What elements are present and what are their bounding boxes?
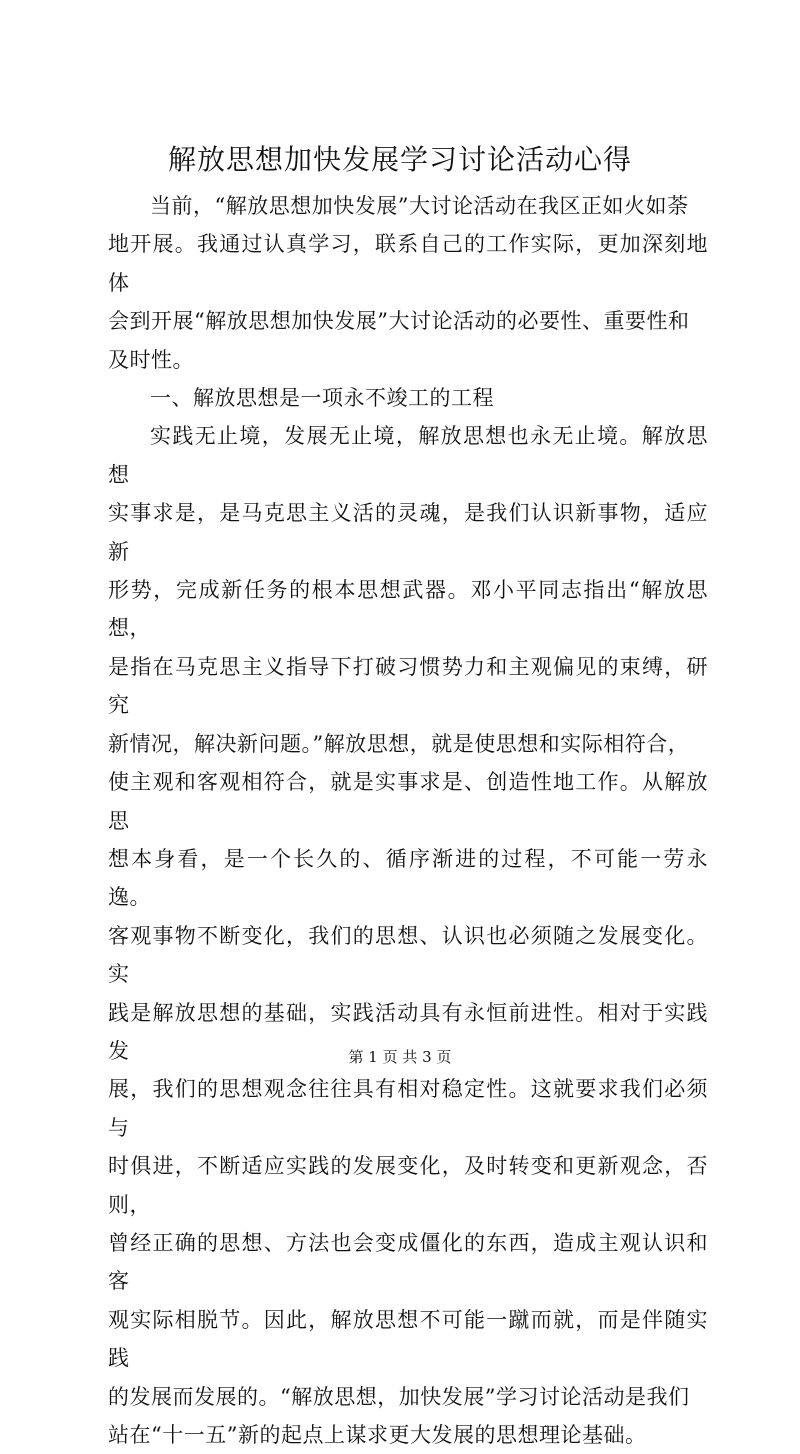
body-paragraph: 实践无止境，发展无止境，解放思想也永无止境。解放思想 实事求是，是马克思主义活的灵魂，是我们认识新事物，适应新 形势，完成新任务的根本思想武器。邓小平同志指出“解放思想， 是指在马克思主义指导下打破习惯势力和主观偏见的束缚，研究 新情况，解决新问题。”解放思想，就是使思想和实际相符合， 使主观和客观相符合，就是实事求是、创造性地工作。从解放思 想本身看，是一个长久的、循序渐进的过程，不可能一劳永逸。 客观事物不断变化，我们的思想、认识也必须随之发展变化。实 践是解放思想的基础，实践活动具有永恒前进性。相对于实践发 展，我们的思想观念往往具有相对稳定性。这就要求我们必须与 时俱进，不断适应实践的发展变化，及时转变和更新观念，否则， 曾经正确的思想、方法也会变成僵化的东西，造成主观认识和客 观实际相脱节。因此，解放思想不可能一蹴而就，而是伴随实践 的发展而发展的。“解放思想，加快发展”学习讨论活动是我们 站在“十一五”新的起点上谋求更大发展的思想理论基础。 — [108, 424, 708, 1447]
document-body — [108, 187, 708, 1454]
section-heading: 一、解放思想是一项永不竣工的工程 — [150, 386, 494, 411]
intro-paragraph: 当前，“解放思想加快发展”大讨论活动在我区正如火如荼 地开展。我通过认真学习，联系自己的工作实际，更加深刻地体 会到开展“解放思想加快发展”大讨论活动的必要性、重要性和 及时性。 — [108, 194, 708, 372]
document-title: 解放思想加快发展学习讨论活动心得 — [167, 143, 632, 176]
page-number-footer: 第 1 页 共 3 页 — [348, 1048, 452, 1066]
